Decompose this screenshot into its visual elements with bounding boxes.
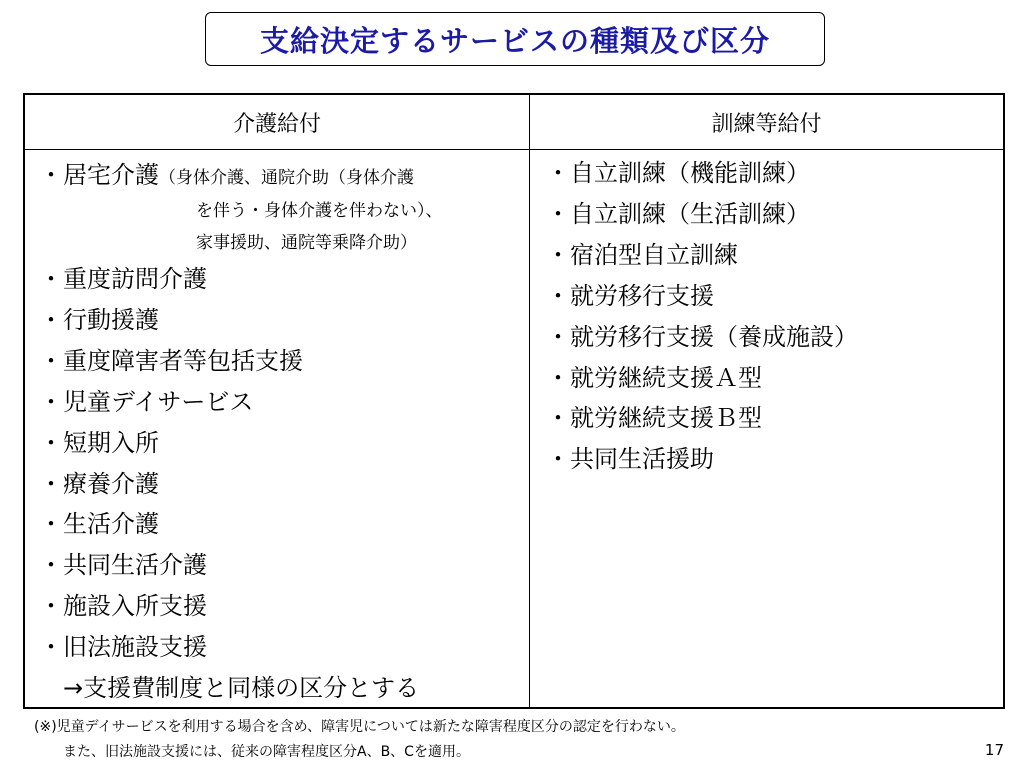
table-header-row (25, 95, 1003, 150)
bullet: ・ (39, 346, 63, 375)
item-label: 行動援護 (63, 305, 159, 334)
bullet: ・ (39, 305, 63, 334)
item-label: 療養介護 (63, 469, 159, 498)
bullet: ・ (546, 199, 570, 228)
bullet: ・ (546, 404, 570, 433)
item-label: 重度訪問介護 (63, 265, 207, 293)
list-item (25, 423, 529, 464)
list-item (530, 317, 1003, 358)
bullet: ・ (39, 161, 63, 189)
bullet: ・ (546, 363, 570, 392)
arrow-note: →支援費制度と同様の区分とする (63, 674, 420, 703)
list-item (25, 504, 529, 545)
training-benefits-column (530, 149, 1003, 707)
item-label: 旧法施設支援 (63, 633, 207, 662)
bullet: ・ (39, 592, 63, 621)
bullet: ・ (546, 281, 570, 310)
item-label: 宿泊型自立訓練 (570, 240, 738, 269)
bullet: ・ (39, 510, 63, 539)
list-item (25, 382, 529, 423)
item-label: 就労継続支援Ｂ型 (570, 404, 762, 433)
list-item (25, 586, 529, 627)
item-label: 短期入所 (63, 428, 159, 457)
list-item (25, 158, 529, 195)
title-box (205, 12, 825, 66)
item-label: 児童デイサービス (63, 387, 254, 416)
item-label: 就労移行支援 (570, 281, 714, 310)
bullet: ・ (39, 265, 63, 293)
item-note-line: 家事援助、通院等乗降介助） (196, 233, 417, 253)
item-note: （身体介護、通院介助（身体介護 (159, 168, 414, 188)
item-label: 自立訓練（機能訓練） (570, 159, 810, 187)
list-item (530, 439, 1003, 480)
list-item (25, 627, 529, 668)
bullet: ・ (39, 428, 63, 457)
item-label: 生活介護 (63, 510, 159, 539)
list-item (530, 276, 1003, 317)
page-number: 17 (984, 741, 1004, 759)
bullet: ・ (546, 445, 570, 474)
bullet: ・ (39, 551, 63, 580)
list-item (530, 194, 1003, 235)
item-label: 自立訓練（生活訓練） (570, 199, 810, 228)
list-item (530, 398, 1003, 439)
bullet: ・ (39, 469, 63, 498)
bullet: ・ (39, 633, 63, 662)
bullet: ・ (546, 240, 570, 269)
list-item (25, 300, 529, 341)
footnote: (※)児童デイサービスを利用する場合を含め、障害児については新たな障害程度区分の認定を行わない。 (34, 719, 685, 735)
list-item (25, 464, 529, 505)
footnote-continued: また、旧法施設支援には、従来の障害程度区分A、B、Cを適用。 (63, 744, 470, 760)
service-table (23, 93, 1005, 709)
item-label: 就労移行支援（養成施設） (570, 322, 858, 351)
bullet: ・ (39, 387, 63, 416)
care-benefits-column (25, 149, 530, 707)
list-item (530, 358, 1003, 399)
header-care-benefits: 介護給付 (25, 95, 530, 149)
item-label: 重度障害者等包括支援 (63, 346, 303, 375)
list-item (25, 259, 529, 300)
header-training-benefits: 訓練等給付 (711, 111, 822, 137)
list-item (25, 341, 529, 382)
item-note-line: を伴う・身体介護を伴わない）、 (196, 201, 443, 221)
page-title: 支給決定するサービスの種類及び区分 (259, 23, 770, 58)
list-item (25, 545, 529, 586)
list-item (530, 235, 1003, 276)
item-label: 施設入所支援 (63, 592, 207, 621)
item-label: 共同生活援助 (570, 445, 714, 474)
bullet: ・ (546, 322, 570, 351)
item-label: 共同生活介護 (63, 551, 207, 580)
bullet: ・ (546, 159, 570, 187)
item-main: 居宅介護 (63, 161, 159, 189)
list-item (530, 153, 1003, 194)
item-label: 就労継続支援Ａ型 (570, 363, 762, 392)
